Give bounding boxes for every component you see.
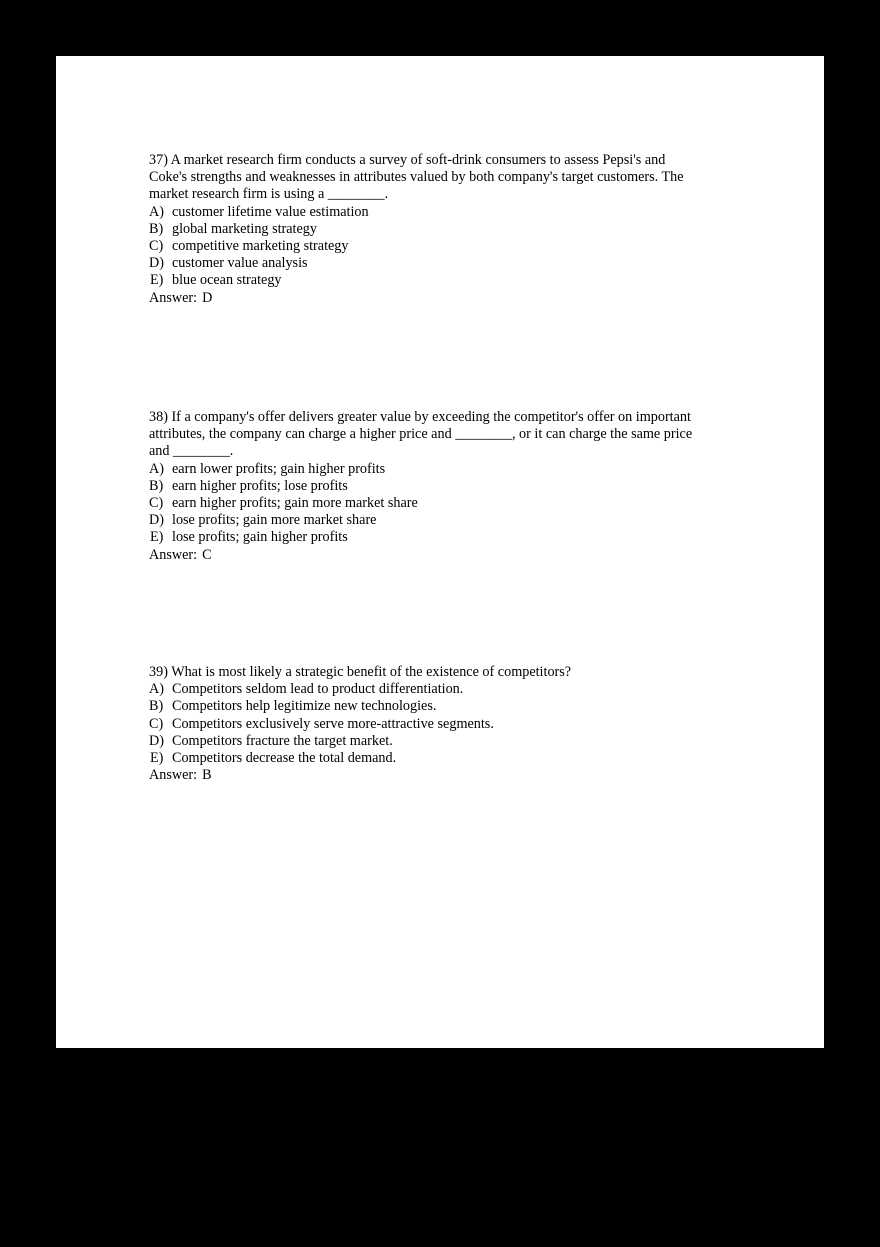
answer-line: Answer: C: [149, 546, 212, 563]
option-b: B) earn higher profits; lose profits: [149, 477, 348, 494]
answer-value: C: [202, 546, 212, 563]
stem-line: 37) A market research firm conducts a survey of soft-drink consumers to assess Pepsi's and: [149, 152, 666, 168]
stem-line: 38) If a company's offer delivers greater value by exceeding the competitor's offer on important: [149, 409, 691, 425]
option-c: C) earn higher profits; gain more market share: [149, 495, 418, 512]
option-e: E) blue ocean strategy: [150, 272, 282, 289]
option-c: C) Competitors exclusively serve more-attractive segments.: [149, 715, 494, 732]
option-c: C) competitive marketing strategy: [149, 238, 349, 255]
answer-value: B: [202, 767, 212, 784]
stem-line: 39) What is most likely a strategic benefit of the existence of competitors?: [149, 664, 572, 680]
option-a: A) customer lifetime value estimation: [149, 203, 369, 220]
question-38: [149, 409, 729, 564]
stem-line: market research firm is using a ________.: [149, 186, 389, 203]
stem-line: attributes, the company can charge a higher price and ________, or it can charge the same price: [149, 426, 693, 443]
question-stem: [149, 664, 729, 681]
stem-line: and ________.: [149, 443, 234, 460]
document-page: [56, 56, 824, 1048]
option-e: E) lose profits; gain higher profits: [150, 529, 348, 546]
option-d: D) customer value analysis: [149, 255, 308, 272]
option-a: A) Competitors seldom lead to product differentiation.: [149, 681, 464, 698]
question-stem: [149, 409, 729, 461]
option-d: D) Competitors fracture the target market.: [149, 732, 393, 749]
option-b: B) global marketing strategy: [149, 220, 317, 237]
stem-line: Coke's strengths and weaknesses in attributes valued by both company's target customers. The: [149, 169, 684, 186]
option-a: A) earn lower profits; gain higher profits: [149, 460, 386, 477]
answer-line: Answer: D: [149, 289, 213, 306]
question-stem: [149, 152, 729, 204]
question-37: [149, 152, 729, 307]
option-b: B) Competitors help legitimize new technologies.: [149, 698, 437, 715]
option-d: D) lose profits; gain more market share: [149, 512, 377, 529]
answer-value: D: [202, 289, 213, 306]
option-e: E) Competitors decrease the total demand.: [150, 750, 397, 767]
question-39: [149, 664, 729, 784]
answer-line: Answer: B: [149, 767, 212, 784]
